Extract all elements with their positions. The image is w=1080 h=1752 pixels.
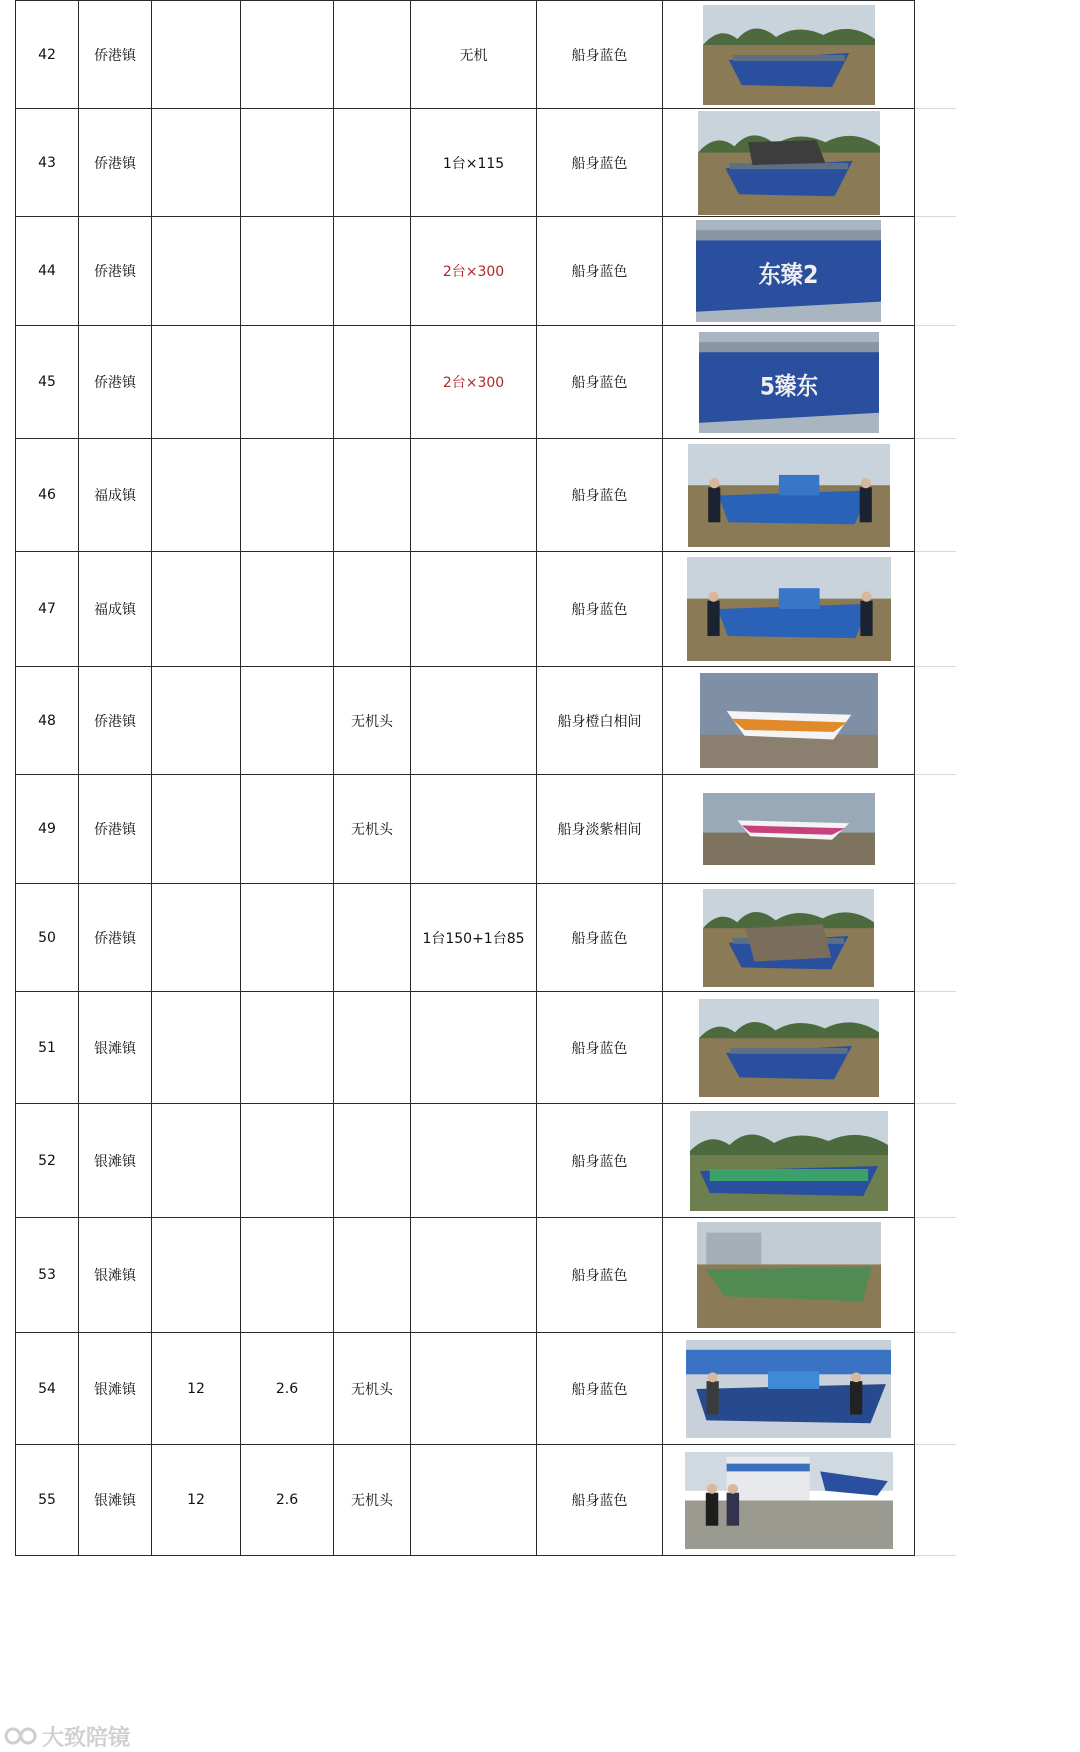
engine-cell: [411, 439, 537, 552]
boat-photo: [688, 444, 890, 547]
hull-color-cell: [537, 1, 663, 109]
length-cell: [152, 1333, 241, 1445]
row-number: [16, 884, 79, 992]
engine-cell: [411, 1333, 537, 1445]
head-cell-text: 无机头: [351, 713, 393, 730]
width-cell: [241, 439, 334, 552]
watermark-text: 大致陪镜: [42, 1725, 131, 1751]
head-cell: [334, 326, 411, 439]
town-cell: [79, 552, 152, 667]
spare-cell: [915, 552, 956, 667]
row-number-text: 52: [38, 1152, 56, 1169]
width-cell: [241, 667, 334, 775]
engine-cell-text: 2台×300: [442, 264, 505, 280]
row-number-text: 50: [38, 929, 56, 946]
row-number: [16, 552, 79, 667]
width-cell-text: 2.6: [275, 1380, 299, 1397]
town-cell-text: 侨港镇: [94, 155, 136, 172]
length-cell: [152, 217, 241, 326]
width-cell: [241, 326, 334, 439]
hull-color-cell-text: 船身蓝色: [571, 488, 628, 504]
engine-cell-text: 1台150+1台85: [422, 930, 525, 947]
length-cell: [152, 1, 241, 109]
table-row: [16, 1218, 956, 1333]
engine-cell: [411, 1104, 537, 1218]
head-cell: [334, 217, 411, 326]
spare-cell: [915, 1104, 956, 1218]
photo-cell: [663, 217, 915, 326]
engine-cell: [411, 326, 537, 439]
length-cell: [152, 109, 241, 217]
town-cell-text: 侨港镇: [94, 930, 136, 947]
head-cell-text: 无机头: [351, 1493, 393, 1509]
town-cell: [79, 1, 152, 109]
photo-cell: [663, 884, 915, 992]
width-cell: [241, 1104, 334, 1218]
hull-color-cell: [537, 1445, 663, 1556]
width-cell: [241, 775, 334, 884]
engine-cell-text: 无机: [459, 47, 488, 64]
table-row: [16, 552, 956, 667]
spare-cell: [915, 1445, 956, 1556]
row-number: [16, 992, 79, 1104]
town-cell-text: 福成镇: [94, 602, 136, 618]
town-cell-text: 侨港镇: [94, 47, 136, 64]
spare-cell: [915, 884, 956, 992]
boat-photo: [687, 557, 891, 661]
head-cell: [334, 1333, 411, 1445]
spare-cell: [915, 439, 956, 552]
length-cell: [152, 667, 241, 775]
length-cell: [152, 552, 241, 667]
boat-photo: [698, 111, 880, 215]
row-number-text: 55: [38, 1492, 56, 1508]
svg-text:东臻2: 东臻2: [758, 260, 819, 290]
town-cell: [79, 667, 152, 775]
row-number-text: 53: [38, 1267, 56, 1283]
table-row: [16, 1, 956, 109]
engine-cell: [411, 217, 537, 326]
hull-color-cell: [537, 217, 663, 326]
hull-color-cell-text: 船身橙白相间: [557, 713, 642, 730]
town-cell: [79, 1333, 152, 1445]
hull-color-cell-text: 船身蓝色: [571, 47, 628, 64]
spare-cell: [915, 667, 956, 775]
width-cell: [241, 1, 334, 109]
boat-photo: [686, 1340, 891, 1438]
length-cell-text: 12: [187, 1492, 205, 1508]
boat-photo: [685, 1452, 893, 1549]
hull-color-cell: [537, 109, 663, 217]
boat-photo: [703, 5, 875, 105]
spare-cell: [915, 992, 956, 1104]
engine-cell: [411, 992, 537, 1104]
row-number-text: 42: [38, 46, 56, 63]
head-cell: [334, 552, 411, 667]
town-cell: [79, 1218, 152, 1333]
width-cell: [241, 1333, 334, 1445]
hull-color-cell-text: 船身蓝色: [571, 1040, 628, 1057]
hull-color-cell-text: 船身淡紫相间: [557, 822, 642, 838]
town-cell: [79, 884, 152, 992]
hull-color-cell: [537, 992, 663, 1104]
row-number: [16, 1218, 79, 1333]
town-cell-text: 侨港镇: [94, 822, 136, 838]
hull-color-cell: [537, 1333, 663, 1445]
boat-photo: [697, 1222, 881, 1328]
hull-color-cell: [537, 884, 663, 992]
row-number-text: 47: [38, 601, 56, 617]
head-cell: [334, 992, 411, 1104]
hull-color-cell: [537, 326, 663, 439]
town-cell-text: 银滩镇: [94, 1381, 136, 1398]
engine-cell-text: 1台×115: [442, 155, 505, 172]
spare-cell: [915, 326, 956, 439]
spare-cell: [915, 1333, 956, 1445]
head-cell: [334, 884, 411, 992]
town-cell: [79, 326, 152, 439]
photo-cell: [663, 992, 915, 1104]
hull-color-cell: [537, 775, 663, 884]
head-cell: [334, 109, 411, 217]
row-number: [16, 1333, 79, 1445]
row-number: [16, 1, 79, 109]
spare-cell: [915, 1218, 956, 1333]
engine-cell: [411, 1, 537, 109]
hull-color-cell-text: 船身蓝色: [571, 1153, 628, 1170]
town-cell-text: 侨港镇: [94, 264, 136, 280]
watermark-logo-icon: [4, 1724, 38, 1748]
table-row: [16, 109, 956, 217]
photo-cell: [663, 667, 915, 775]
table-row: [16, 884, 956, 992]
photo-cell: [663, 1218, 915, 1333]
table-row: [16, 667, 956, 775]
head-cell-text: 无机头: [351, 822, 393, 838]
width-cell-text: 2.6: [275, 1492, 299, 1508]
town-cell-text: 银滩镇: [94, 1493, 136, 1509]
row-number-text: 48: [38, 712, 56, 729]
town-cell: [79, 992, 152, 1104]
head-cell: [334, 1218, 411, 1333]
photo-cell: [663, 552, 915, 667]
row-number-text: 51: [38, 1039, 56, 1056]
length-cell: [152, 1218, 241, 1333]
head-cell: [334, 1, 411, 109]
town-cell: [79, 439, 152, 552]
photo-cell: [663, 1445, 915, 1556]
row-number: [16, 109, 79, 217]
town-cell-text: 银滩镇: [94, 1268, 136, 1284]
engine-cell: [411, 109, 537, 217]
row-number: [16, 775, 79, 884]
photo-cell: [663, 109, 915, 217]
head-cell: [334, 439, 411, 552]
head-cell: [334, 775, 411, 884]
length-cell: [152, 326, 241, 439]
length-cell: [152, 884, 241, 992]
town-cell: [79, 109, 152, 217]
town-cell-text: 银滩镇: [94, 1153, 136, 1170]
engine-cell: [411, 1218, 537, 1333]
table-row: [16, 1333, 956, 1445]
town-cell-text: 侨港镇: [94, 375, 136, 391]
table-row: [16, 217, 956, 326]
spare-cell: [915, 109, 956, 217]
boat-photo: [696, 220, 881, 322]
hull-color-cell: [537, 667, 663, 775]
row-number-text: 43: [38, 154, 56, 171]
photo-cell: [663, 1333, 915, 1445]
boat-photo: [699, 332, 879, 433]
town-cell: [79, 1445, 152, 1556]
engine-cell-text: 2台×300: [442, 375, 505, 391]
table-row: [16, 775, 956, 884]
hull-color-cell-text: 船身蓝色: [571, 1268, 628, 1284]
row-number-text: 54: [38, 1380, 56, 1397]
length-cell: [152, 1104, 241, 1218]
town-cell: [79, 1104, 152, 1218]
hull-color-cell-text: 船身蓝色: [571, 602, 628, 618]
photo-cell: [663, 1, 915, 109]
boat-register-table: [15, 0, 956, 1556]
head-cell-text: 无机头: [351, 1381, 393, 1398]
hull-color-cell-text: 船身蓝色: [571, 264, 628, 280]
table-row: [16, 326, 956, 439]
town-cell: [79, 775, 152, 884]
row-number: [16, 667, 79, 775]
photo-cell: [663, 326, 915, 439]
length-cell: [152, 439, 241, 552]
row-number: [16, 439, 79, 552]
row-number: [16, 217, 79, 326]
hull-color-cell-text: 船身蓝色: [571, 1381, 628, 1398]
spare-cell: [915, 217, 956, 326]
town-cell: [79, 217, 152, 326]
length-cell: [152, 1445, 241, 1556]
watermark: [4, 1722, 130, 1750]
hull-color-cell: [537, 552, 663, 667]
width-cell: [241, 1218, 334, 1333]
town-cell-text: 银滩镇: [94, 1040, 136, 1057]
spare-cell: [915, 1, 956, 109]
boat-photo: [703, 889, 874, 987]
width-cell: [241, 217, 334, 326]
hull-color-cell-text: 船身蓝色: [571, 930, 628, 947]
photo-cell: [663, 1104, 915, 1218]
head-cell: [334, 667, 411, 775]
row-number-text: 44: [38, 263, 56, 279]
row-number-text: 45: [38, 374, 56, 390]
hull-color-cell-text: 船身蓝色: [571, 375, 628, 391]
table-row: [16, 439, 956, 552]
boat-photo: [703, 793, 875, 865]
engine-cell: [411, 552, 537, 667]
length-cell: [152, 775, 241, 884]
row-number: [16, 326, 79, 439]
spare-cell: [915, 775, 956, 884]
boat-photo: [690, 1111, 888, 1211]
head-cell: [334, 1445, 411, 1556]
hull-color-cell: [537, 1218, 663, 1333]
row-number: [16, 1104, 79, 1218]
length-cell: [152, 992, 241, 1104]
hull-color-cell: [537, 439, 663, 552]
row-number-text: 46: [38, 487, 56, 503]
width-cell: [241, 552, 334, 667]
row-number-text: 49: [38, 821, 56, 837]
boat-photo: [699, 999, 879, 1097]
table-row: [16, 1104, 956, 1218]
hull-color-cell: [537, 1104, 663, 1218]
hull-color-cell-text: 船身蓝色: [571, 1493, 628, 1509]
table-row: [16, 992, 956, 1104]
photo-cell: [663, 775, 915, 884]
boat-photo: [700, 673, 878, 768]
town-cell-text: 福成镇: [94, 488, 136, 504]
engine-cell: [411, 884, 537, 992]
width-cell: [241, 884, 334, 992]
svg-text:5臻东: 5臻东: [759, 373, 818, 401]
width-cell: [241, 992, 334, 1104]
photo-cell: [663, 439, 915, 552]
row-number: [16, 1445, 79, 1556]
table-row: [16, 1445, 956, 1556]
width-cell: [241, 109, 334, 217]
town-cell-text: 侨港镇: [94, 713, 136, 730]
width-cell: [241, 1445, 334, 1556]
engine-cell: [411, 667, 537, 775]
engine-cell: [411, 1445, 537, 1556]
length-cell-text: 12: [187, 1380, 205, 1397]
head-cell: [334, 1104, 411, 1218]
hull-color-cell-text: 船身蓝色: [571, 155, 628, 172]
engine-cell: [411, 775, 537, 884]
